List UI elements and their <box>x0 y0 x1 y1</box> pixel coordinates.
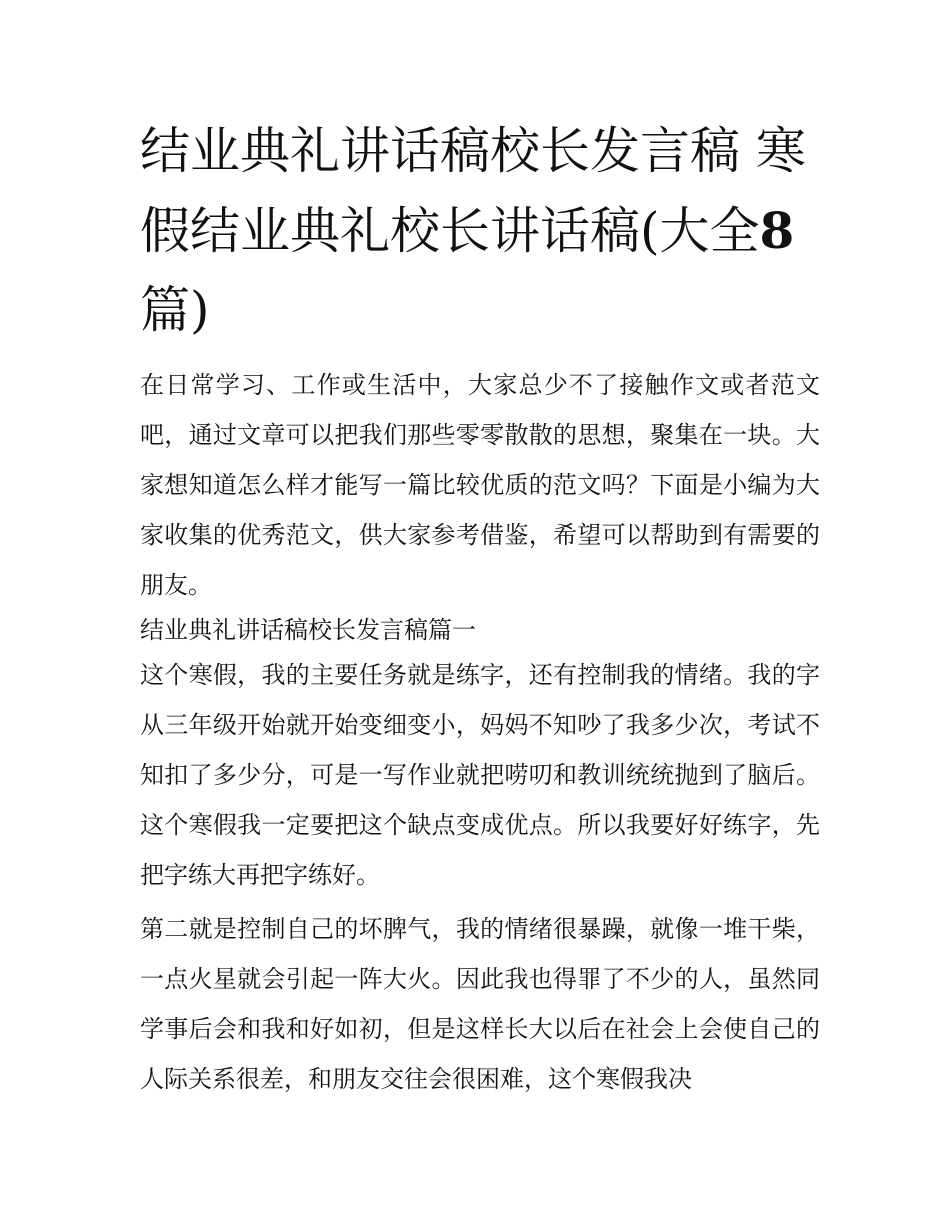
body-paragraph-1: 这个寒假，我的主要任务就是练字，还有控制我的情绪。我的字从三年级开始就开始变细变小，妈妈不知吵了我多少次，考试不知扣了多少分，可是一写作业就把唠叨和教训统统抛到了脑后。这个寒假我一定要把这个缺点变成优点。所以我要好好练字，先把字练大再把字练好。 <box>140 661 820 889</box>
intro-paragraph: 在日常学习、工作或生活中，大家总少不了接触作文或者范文吧，通过文章可以把我们那些零零散散的思想，聚集在一块。大家想知道怎么样才能写一篇比较优质的范文吗？下面是小编为大家收集的优秀范文，供大家参考借鉴，希望可以帮助到有需要的朋友。 <box>140 371 820 599</box>
document-title <box>140 112 820 350</box>
title-text: 结业典礼讲话稿校长发言稿 寒假结业典礼校长讲话稿(大全 <box>140 122 806 260</box>
body-paragraph-2: 第二就是控制自己的坏脾气，我的情绪很暴躁，就像一堆干柴，一点火星就会引起一阵大火。因此我也得罪了不少的人，虽然同学事后会和我和好如初，但是这样长大以后在社会上会使自己的人际关系很差，和朋友交往会很困难，这个寒假我决 <box>140 915 820 1093</box>
title-number: 8 <box>759 201 795 260</box>
title-text-end: 篇) <box>140 281 210 339</box>
section-heading: 结业典礼讲话稿校长发言稿篇一 <box>140 616 476 644</box>
document-page <box>140 112 820 1104</box>
